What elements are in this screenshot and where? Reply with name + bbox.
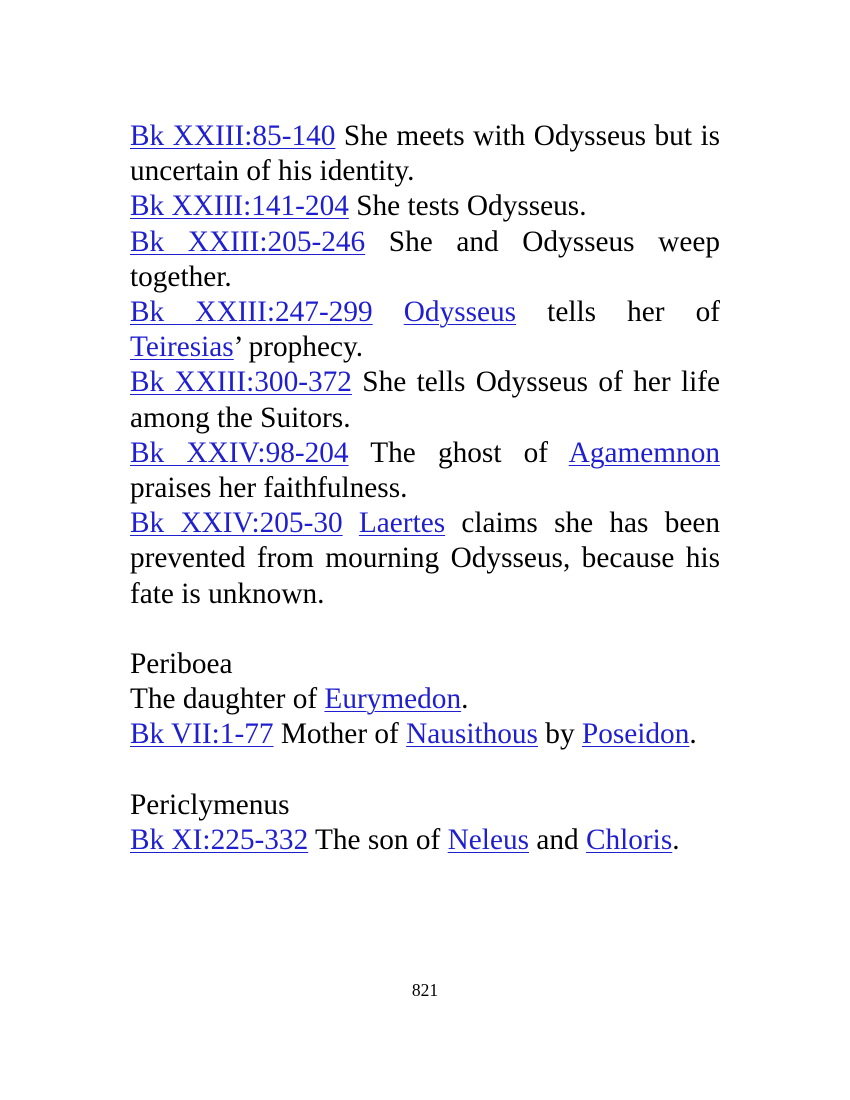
laertes-link[interactable]: Laertes — [358, 507, 446, 540]
entry-paragraph — [130, 365, 720, 435]
entry-text: claims she has been prevented from mourning Odysseus, because his fate is unknown. — [130, 507, 720, 610]
entry-text: and — [529, 824, 586, 857]
agamemnon-link[interactable]: Agamemnon — [568, 436, 720, 469]
entry-paragraph — [130, 506, 720, 612]
entry-paragraph — [130, 682, 720, 717]
book-reference-link[interactable]: Bk XXIII:85-140 — [130, 120, 336, 152]
entry-text: She tells Odysseus of her life among the Suitors. — [130, 366, 720, 434]
entry-paragraph — [130, 119, 720, 189]
nausithous-link[interactable]: Nausithous — [406, 718, 538, 751]
book-reference-link[interactable]: Bk XXIII:300-372 — [130, 366, 352, 399]
entry-heading: Periclymenus — [130, 788, 290, 821]
neleus-link[interactable]: Neleus — [447, 824, 529, 857]
chloris-link[interactable]: Chloris — [585, 824, 673, 857]
entry-text: Mother of — [273, 718, 407, 751]
entry-text: tells her of — [516, 296, 721, 329]
book-reference-link[interactable]: Bk XXIV:98-204 — [130, 436, 349, 469]
entry-text: . — [672, 824, 680, 857]
odysseus-link[interactable]: Odysseus — [403, 296, 517, 329]
entry-text: The son of — [308, 824, 448, 857]
teiresias-link[interactable]: Teiresias — [130, 331, 234, 364]
entry-text: praises her faithfulness. — [130, 472, 408, 505]
paragraph-spacer — [130, 612, 720, 647]
entry-text: She meets with Odysseus but is uncertain of his identity. — [130, 120, 720, 188]
page-content — [130, 119, 720, 858]
entry-paragraph — [130, 436, 720, 506]
entry-text: She and Odysseus weep together. — [130, 225, 720, 293]
book-reference-link[interactable]: Bk XXIII:141-204 — [130, 190, 349, 223]
entry-paragraph — [130, 189, 720, 224]
book-reference-link[interactable]: Bk XXIV:205-30 — [130, 507, 343, 540]
poseidon-link[interactable]: Poseidon — [581, 718, 690, 751]
entry-text: by — [537, 718, 582, 751]
entry-text: She tests Odysseus. — [348, 190, 587, 223]
entry-text: The ghost of — [348, 436, 569, 469]
entry-paragraph — [130, 295, 720, 365]
book-reference-link[interactable]: Bk VII:1-77 — [130, 718, 274, 751]
book-reference-link[interactable]: Bk XI:225-332 — [130, 824, 309, 857]
entry-text: . — [461, 683, 469, 716]
entry-paragraph — [130, 225, 720, 295]
entry-paragraph — [130, 717, 720, 752]
book-reference-link[interactable]: Bk XXIII:205-246 — [130, 225, 366, 258]
book-reference-link[interactable]: Bk XXIII:247-299 — [130, 296, 373, 329]
entry-text: ’ prophecy. — [233, 331, 364, 364]
entry-heading: Periboea — [130, 648, 233, 681]
entry-paragraph — [130, 823, 720, 858]
entry-text: The daughter of — [130, 683, 325, 716]
page-number: 821 — [411, 980, 439, 1000]
eurymedon-link[interactable]: Eurymedon — [324, 683, 462, 716]
entry-text: . — [689, 718, 697, 751]
paragraph-spacer — [130, 753, 720, 788]
